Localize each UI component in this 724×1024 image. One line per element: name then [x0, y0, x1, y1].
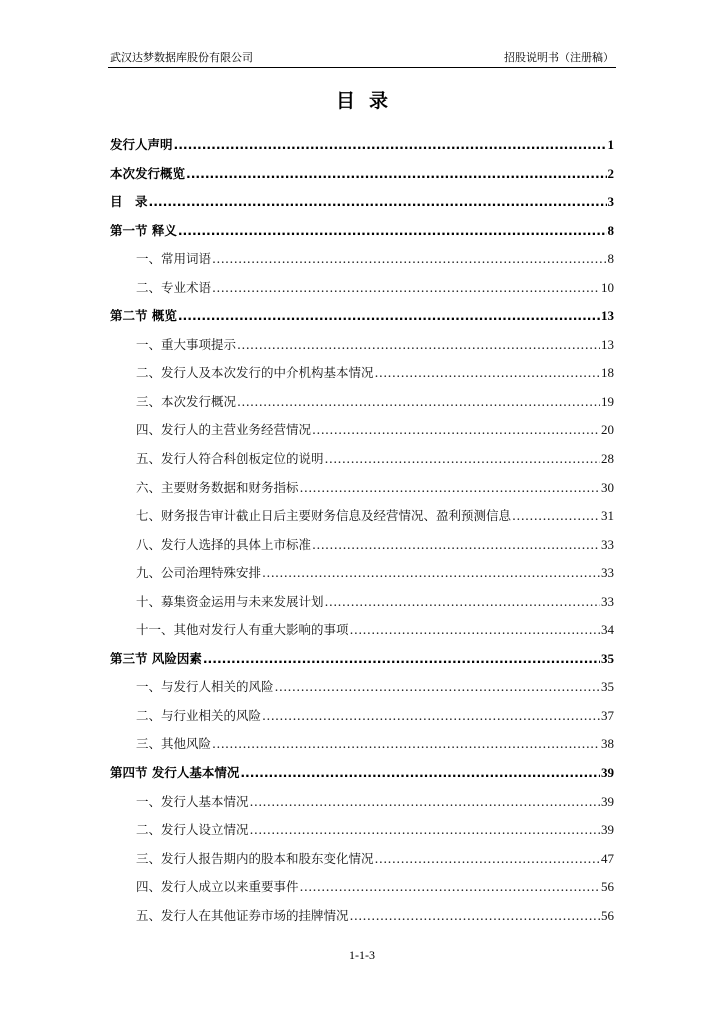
toc-entry-title: 六、主要财务数据和财务指标 [136, 479, 299, 495]
toc-section-entry[interactable] [110, 702, 614, 731]
toc-entry-page: 39 [601, 822, 614, 838]
toc-entry-title: 八、发行人选择的具体上市标准 [136, 536, 312, 552]
toc-entry-page: 28 [601, 451, 614, 467]
toc-entry-page: 13 [601, 336, 614, 352]
toc-entry-title: 二、发行人及本次发行的中介机构基本情况 [136, 365, 374, 381]
toc-dot-leader [350, 902, 600, 931]
toc-section-entry[interactable] [110, 274, 614, 303]
toc-section-entry[interactable] [110, 902, 614, 931]
toc-dot-leader [212, 730, 600, 759]
toc-chapter-entry[interactable] [110, 759, 614, 788]
toc-dot-leader [275, 673, 600, 702]
toc-chapter-entry[interactable] [110, 302, 614, 331]
toc-dot-leader [178, 217, 607, 246]
toc-dot-leader [174, 131, 607, 160]
toc-section-entry[interactable] [110, 502, 614, 531]
page-number: 1-1-3 [349, 948, 375, 962]
toc-dot-leader [250, 788, 600, 817]
toc-dot-leader [212, 245, 606, 274]
toc-chapter-entry[interactable] [110, 160, 614, 189]
toc-dot-leader [240, 759, 600, 788]
toc-entry-title: 二、与行业相关的风险 [136, 707, 262, 723]
toc-section-entry[interactable] [110, 474, 614, 503]
toc-entry-title: 十一、其他对发行人有重大影响的事项 [136, 622, 349, 638]
toc-chapter-entry[interactable] [110, 217, 614, 246]
toc-section-entry[interactable] [110, 816, 614, 845]
header-document-title: 招股说明书（注册稿） [504, 51, 614, 64]
toc-dot-leader [250, 816, 600, 845]
toc-dot-leader [237, 388, 600, 417]
toc-entry-title: 十、募集资金运用与未来发展计划 [136, 593, 324, 609]
toc-chapter-entry[interactable] [110, 188, 614, 217]
toc-chapter-entry[interactable] [110, 131, 614, 160]
toc-entry-title: 第一节 释义 [110, 222, 177, 238]
toc-section-entry[interactable] [110, 616, 614, 645]
toc-entry-title: 一、常用词语 [136, 251, 212, 267]
toc-entry-page: 33 [601, 565, 614, 581]
toc-entry-page: 35 [601, 679, 614, 695]
toc-entry-page: 31 [601, 508, 614, 524]
toc-entry-title: 一、重大事项提示 [136, 336, 237, 352]
toc-dot-leader [325, 445, 600, 474]
toc-dot-leader [312, 416, 600, 445]
toc-entry-page: 8 [607, 251, 614, 267]
toc-section-entry[interactable] [110, 673, 614, 702]
toc-entry-page: 20 [601, 422, 614, 438]
toc-dot-leader [212, 274, 600, 303]
toc-entry-title: 三、其他风险 [136, 736, 212, 752]
toc-dot-leader [300, 474, 600, 503]
toc-dot-leader [178, 302, 600, 331]
toc-dot-leader [186, 160, 606, 189]
toc-entry-title: 二、发行人设立情况 [136, 822, 249, 838]
toc-dot-leader [203, 645, 600, 674]
toc-section-entry[interactable] [110, 388, 614, 417]
toc-dot-leader [325, 588, 600, 617]
toc-dot-leader [237, 331, 600, 360]
toc-entry-title: 五、发行人符合科创板定位的说明 [136, 451, 324, 467]
toc-entry-title: 四、发行人成立以来重要事件 [136, 879, 299, 895]
toc-section-entry[interactable] [110, 730, 614, 759]
toc-entry-title: 三、本次发行概况 [136, 393, 237, 409]
toc-chapter-entry[interactable] [110, 645, 614, 674]
toc-entry-title: 第三节 风险因素 [110, 650, 202, 666]
toc-entry-page: 19 [601, 393, 614, 409]
toc-dot-leader [375, 845, 600, 874]
toc-section-entry[interactable] [110, 445, 614, 474]
toc-entry-page: 2 [607, 165, 614, 181]
toc-dot-leader [300, 873, 600, 902]
toc-dot-leader [262, 702, 600, 731]
toc-entry-page: 18 [601, 365, 614, 381]
toc-entry-title: 第二节 概览 [110, 308, 177, 324]
toc-entry-page: 35 [601, 650, 614, 666]
toc-entry-page: 38 [601, 736, 614, 752]
page-header [108, 50, 616, 66]
toc-entry-page: 33 [601, 593, 614, 609]
toc-entry-page: 8 [607, 222, 614, 238]
table-of-contents [110, 131, 614, 930]
toc-entry-title: 四、发行人的主营业务经营情况 [136, 422, 312, 438]
toc-entry-page: 33 [601, 536, 614, 552]
toc-entry-page: 47 [601, 850, 614, 866]
toc-entry-page: 39 [601, 793, 614, 809]
toc-dot-leader [312, 531, 600, 560]
toc-dot-leader [512, 502, 600, 531]
toc-entry-page: 13 [601, 308, 614, 324]
toc-section-entry[interactable] [110, 359, 614, 388]
toc-section-entry[interactable] [110, 531, 614, 560]
toc-dot-leader [375, 359, 600, 388]
toc-entry-title: 一、与发行人相关的风险 [136, 679, 274, 695]
toc-entry-page: 3 [607, 194, 614, 210]
toc-entry-page: 37 [601, 707, 614, 723]
toc-entry-title: 二、专业术语 [136, 279, 212, 295]
toc-entry-page: 34 [601, 622, 614, 638]
toc-section-entry[interactable] [110, 873, 614, 902]
toc-section-entry[interactable] [110, 245, 614, 274]
toc-entry-title: 七、财务报告审计截止日后主要财务信息及经营情况、盈利预测信息 [136, 508, 512, 524]
toc-entry-title: 一、发行人基本情况 [136, 793, 249, 809]
toc-entry-title: 五、发行人在其他证券市场的挂牌情况 [136, 907, 349, 923]
toc-section-entry[interactable] [110, 788, 614, 817]
header-company-name: 武汉达梦数据库股份有限公司 [110, 51, 253, 64]
toc-entry-page: 1 [607, 137, 614, 152]
toc-entry-title: 本次发行概览 [110, 165, 186, 181]
toc-entry-page: 56 [601, 879, 614, 895]
page-title: 目录 [335, 90, 402, 112]
header-rule [108, 67, 616, 68]
toc-entry-page: 10 [601, 279, 614, 295]
toc-entry-title: 三、发行人报告期内的股本和股东变化情况 [136, 850, 374, 866]
toc-section-entry[interactable] [110, 416, 614, 445]
toc-entry-page: 30 [601, 479, 614, 495]
toc-entry-title: 第四节 发行人基本情况 [110, 765, 240, 781]
toc-dot-leader [262, 559, 600, 588]
toc-dot-leader [350, 616, 600, 645]
toc-entry-page: 39 [601, 765, 614, 781]
toc-dot-leader [149, 188, 607, 217]
toc-section-entry[interactable] [110, 588, 614, 617]
toc-entry-title: 九、公司治理特殊安排 [136, 565, 262, 581]
toc-section-entry[interactable] [110, 559, 614, 588]
toc-section-entry[interactable] [110, 845, 614, 874]
toc-entry-title: 目 录 [110, 194, 148, 210]
toc-entry-title: 发行人声明 [110, 137, 173, 152]
toc-section-entry[interactable] [110, 331, 614, 360]
toc-entry-page: 56 [601, 907, 614, 923]
